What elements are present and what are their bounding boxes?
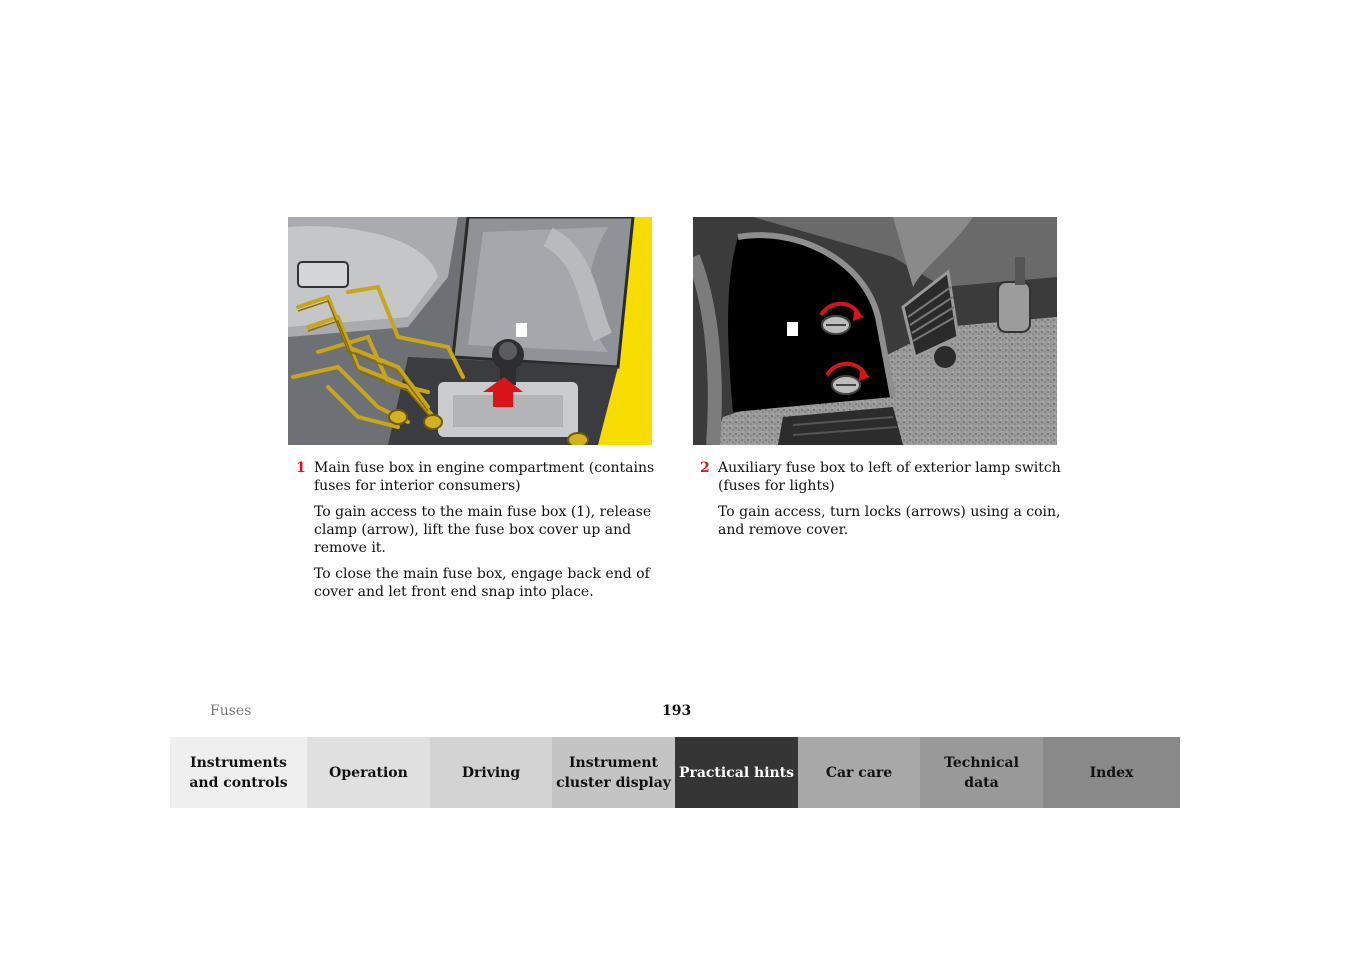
caption-number-2: 2 bbox=[700, 460, 710, 476]
chapter-navigation bbox=[170, 737, 1180, 808]
figure-1-caption bbox=[296, 459, 661, 601]
figure-1-marker bbox=[516, 323, 527, 337]
tab-practical-hints[interactable]: Practical hints bbox=[675, 737, 798, 808]
instruction-paragraph: To gain access, turn locks (arrows) using a coin, and remove cover. bbox=[718, 504, 1061, 538]
tab-instruments-and-controls[interactable]: Instruments and controls bbox=[170, 737, 307, 808]
instruction-paragraph: To gain access to the main fuse box (1), release clamp (arrow), lift the fuse box cover up and remove it. bbox=[314, 504, 652, 556]
tab-driving[interactable]: Driving bbox=[430, 737, 552, 808]
auxiliary-fuse-box-illustration bbox=[693, 217, 1057, 445]
tab-operation[interactable]: Operation bbox=[307, 737, 430, 808]
page-number: 193 bbox=[662, 703, 692, 719]
caption-number-1: 1 bbox=[296, 460, 306, 476]
instruction-paragraph: To close the main fuse box, engage back end of cover and let front end snap into place. bbox=[314, 566, 650, 600]
figure-2-marker bbox=[787, 322, 798, 336]
tab-technical-data[interactable]: Technical data bbox=[920, 737, 1043, 808]
caption-title-1: Main fuse box in engine compartment (contains fuses for interior consumers) bbox=[314, 460, 655, 494]
section-label: Fuses bbox=[210, 703, 252, 719]
tab-instrument-cluster-display[interactable]: Instrument cluster display bbox=[552, 737, 675, 808]
engine-fuse-box-illustration bbox=[288, 217, 652, 445]
figure-2-caption bbox=[700, 459, 1065, 539]
tab-index[interactable]: Index bbox=[1043, 737, 1180, 808]
caption-title-2: Auxiliary fuse box to left of exterior lamp switch (fuses for lights) bbox=[718, 460, 1061, 494]
tab-car-care[interactable]: Car care bbox=[798, 737, 920, 808]
